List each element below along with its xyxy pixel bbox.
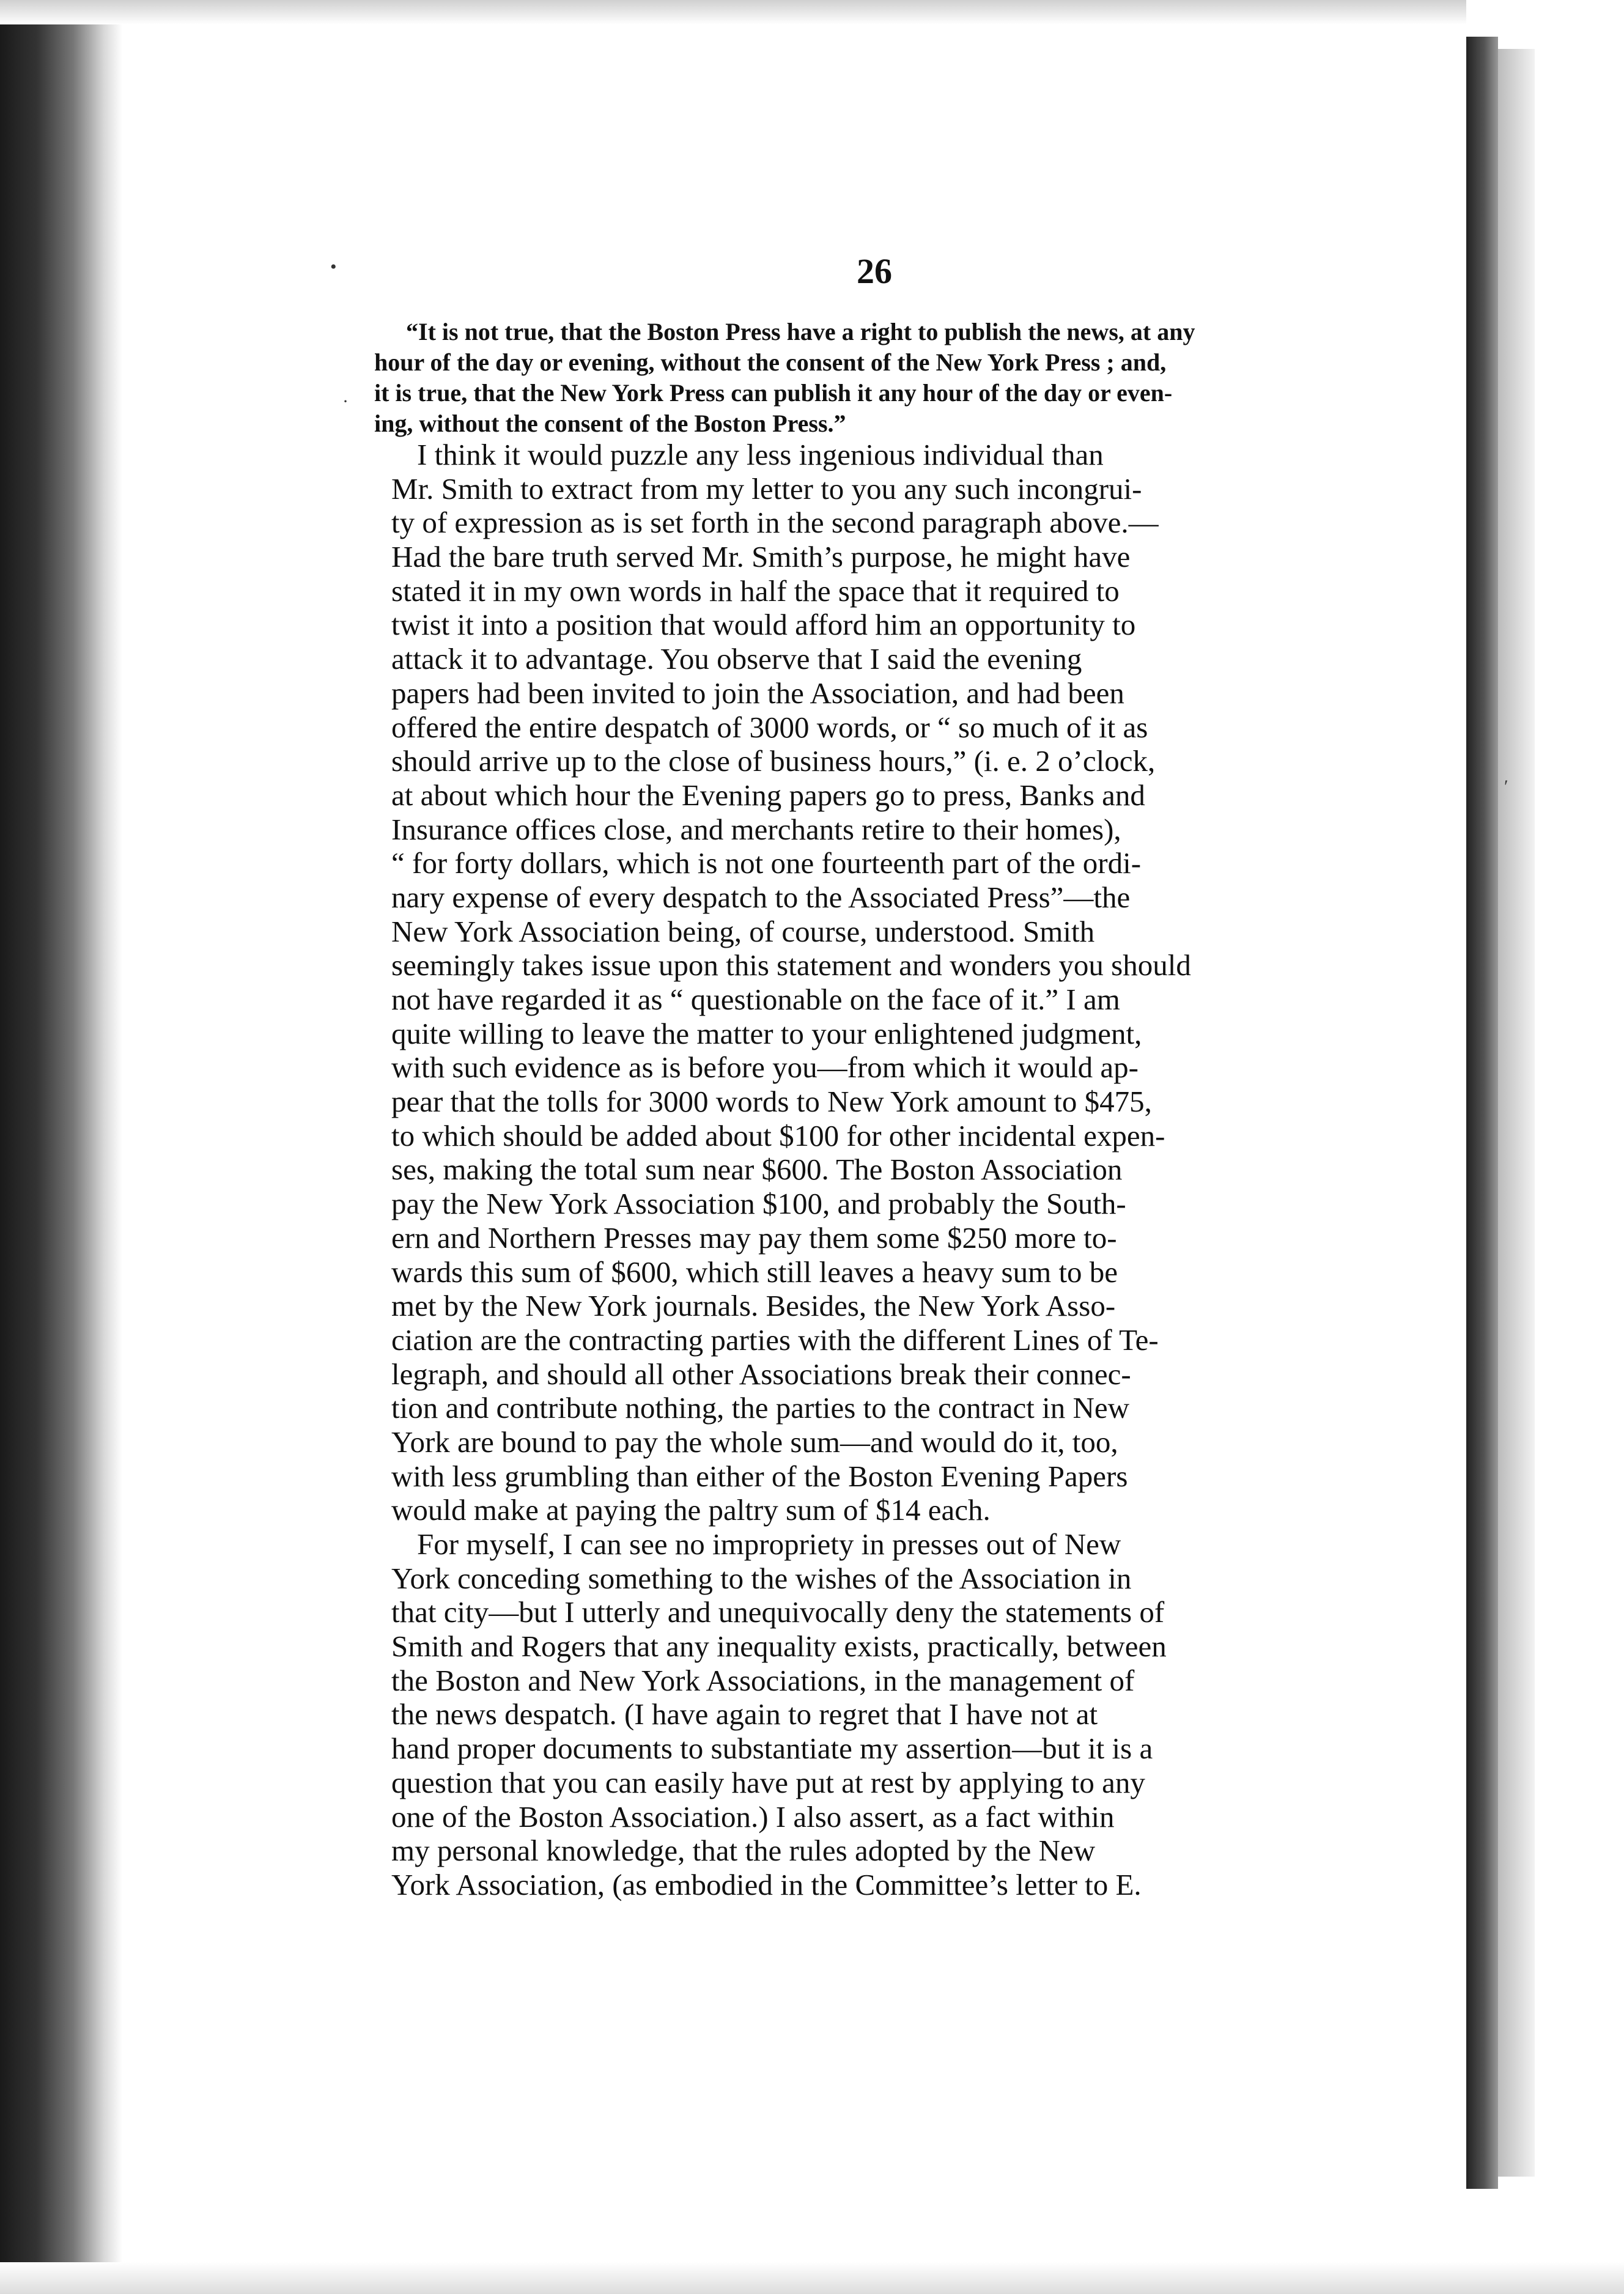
text-line: York are bound to pay the whole sum—and would do it, too, (391, 1425, 1118, 1459)
text-line: to which should be added about $100 for other incidental expen- (391, 1118, 1165, 1153)
text-line: papers had been invited to join the Association, and had been (391, 676, 1124, 710)
text-line: question that you can easily have put at rest by applying to any (391, 1765, 1145, 1799)
quote-line: ing, without the consent of the Boston Press.” (374, 410, 846, 437)
quote-line: hour of the day or evening, without the consent of the New York Press ; and, (374, 349, 1167, 376)
text-line: pear that the tolls for 3000 words to New York amount to $475, (391, 1085, 1152, 1119)
page-number: 26 (857, 251, 892, 291)
text-line: quite willing to leave the matter to your enlightened judgment, (391, 1016, 1142, 1050)
text-line: ty of expression as is set forth in the second paragraph above.— (391, 506, 1159, 540)
text-line: offered the entire despatch of 3000 words, or “ so much of it as (391, 710, 1148, 744)
binding-shadow (0, 0, 122, 2294)
text-line: ses, making the total sum near $600. The Boston Association (391, 1153, 1123, 1187)
quote-line: “It is not true, that the Boston Press have a right to publish the news, at any (406, 318, 1195, 345)
text-line: “ for forty dollars, which is not one fourteenth part of the ordi- (391, 846, 1142, 880)
bottom-edge-shade (0, 2262, 1624, 2294)
text-line: twist it into a position that would afford him an opportunity to (391, 608, 1136, 642)
text-line: met by the New York journals. Besides, the New York Asso- (391, 1289, 1116, 1323)
text-line: ern and Northern Presses may pay them some $250 more to- (391, 1220, 1117, 1255)
text-line: nary expense of every despatch to the Associated Press”—the (391, 880, 1131, 914)
quoted-passage (374, 317, 1371, 439)
text-line: one of the Boston Association.) I also assert, as a fact within (391, 1799, 1115, 1834)
text-line: the news despatch. (I have again to regret that I have not at (391, 1697, 1098, 1732)
text-line: I think it would puzzle any less ingenious individual than (417, 438, 1104, 471)
text-line: York Association, (as embodied in the Committee’s letter to E. (391, 1867, 1142, 1901)
quote-line: it is true, that the New York Press can publish it any hour of the day or even- (374, 379, 1173, 407)
body-text (391, 438, 1411, 1902)
text-line: Smith and Rogers that any inequality exists, practically, between (391, 1629, 1167, 1664)
text-line: Had the bare truth served Mr. Smith’s purpose, he might have (391, 540, 1131, 574)
text-line: my personal knowledge, that the rules adopted by the New (391, 1834, 1096, 1868)
text-line: Mr. Smith to extract from my letter to you any such incongrui- (391, 471, 1142, 506)
text-line: would make at paying the paltry sum of $14 each. (391, 1493, 991, 1527)
ink-speck: · (342, 391, 349, 411)
page-edge-light (1498, 49, 1535, 2177)
text-line: seemingly takes issue upon this statement and wonders you should (391, 948, 1191, 983)
text-line: not have regarded it as “ questionable on the face of it.” I am (391, 983, 1120, 1016)
text-line: York conceding something to the wishes of the Association in (391, 1561, 1132, 1595)
text-line: For myself, I can see no impropriety in presses out of New (417, 1527, 1121, 1561)
text-line: Insurance offices close, and merchants retire to their homes), (391, 812, 1121, 846)
text-line: hand proper documents to substantiate my assertion—but it is a (391, 1732, 1153, 1766)
text-line: ciation are the contracting parties with the different Lines of Te- (391, 1322, 1159, 1357)
text-line: the Boston and New York Associations, in the management of (391, 1663, 1135, 1697)
text-line: with less grumbling than either of the Boston Evening Papers (391, 1459, 1128, 1493)
text-line: at about which hour the Evening papers go to press, Banks and (391, 778, 1145, 812)
top-edge-shade (0, 0, 1624, 24)
text-line: that city—but I utterly and unequivocally deny the statements of (391, 1595, 1165, 1629)
text-line: stated it in my own words in half the space that it required to (391, 574, 1120, 608)
text-line: pay the New York Association $100, and probably the South- (391, 1187, 1126, 1221)
page-right-edge (1466, 0, 1624, 2294)
text-line: legraph, and should all other Associations break their connec- (391, 1357, 1131, 1391)
text-line: New York Association being, of course, understood. Smith (391, 914, 1095, 948)
text-line: attack it to advantage. You observe that I said the evening (391, 642, 1082, 676)
text-line: with such evidence as is before you—from which it would ap- (391, 1050, 1139, 1085)
ink-speck: • (330, 257, 337, 277)
page-edge-dark (1466, 37, 1498, 2189)
text-line: wards this sum of $600, which still leaves a heavy sum to be (391, 1255, 1118, 1289)
text-line: tion and contribute nothing, the parties to the contract in New (391, 1391, 1129, 1425)
ink-speck: ʹ (1504, 776, 1508, 797)
text-line: should arrive up to the close of business hours,” (i. e. 2 o’clock, (391, 744, 1156, 778)
